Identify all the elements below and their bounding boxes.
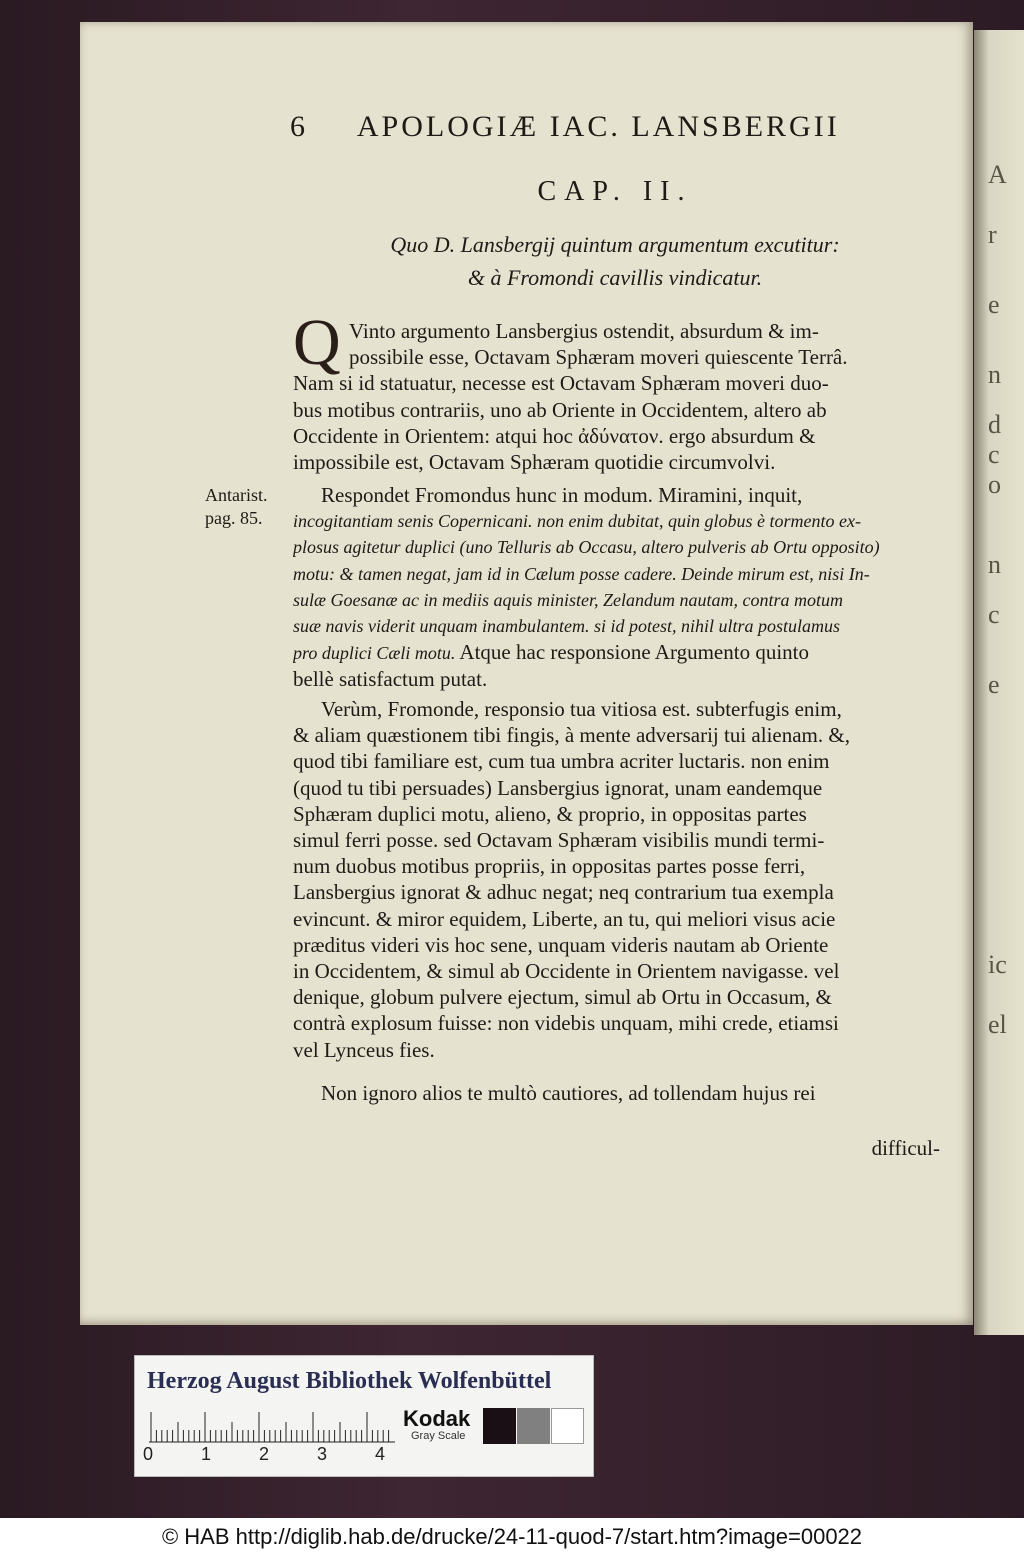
gray-swatch-black [483,1408,516,1444]
subtitle-line: Quo D. Lansbergij quintum argumentum excutitur: [390,232,840,257]
facing-page-glyph: A [988,160,1007,189]
text-line-italic: suæ navis viderit unquam inambulantem. si id potest, nihil ultra postulamus [293,616,841,637]
ruler-numbers [143,1444,403,1468]
gray-swatch-mid [517,1408,550,1444]
facing-page-glyph: r [988,220,997,249]
text-line: denique, globum pulvere ejectum, simul ab Ortu in Occasum, & [293,985,832,1010]
library-label [134,1355,594,1477]
chapter-heading: CAP. II. [537,176,693,207]
text-line: quod tibi familiare est, cum tua umbra acriter luctaris. non enim [293,749,830,774]
text-line: Lansbergius ignorat & adhuc negat; neq contrarium tua exempla [293,880,834,905]
running-title: APOLOGIÆ IAC. LANSBERGII [356,110,840,143]
ruler-number: 3 [317,1444,328,1464]
text-line: num duobus motibus propriis, in oppositas partes posse ferri, [293,854,806,879]
text-line: bus motibus contrariis, uno ab Oriente in Occidentem, altero ab [293,397,827,422]
ruler-number: 2 [259,1444,270,1464]
page-number: 6 [290,110,308,143]
paragraph-3 [293,696,941,1063]
text-line: Vinto argumento Lansbergius ostendit, absurdum & im- [349,319,819,343]
text-line: Occidente in Orientem: atqui hoc ἀδύνατον. ergo absurdum & [293,423,816,448]
facing-page-glyph: c [988,600,1000,629]
text-line: bellè satisfactum putat. [293,667,488,692]
text-line: Sphæram duplici motu, alieno, & proprio, in oppositas partes [293,801,807,826]
text-line: Nam si id statuatur, necesse est Octavam Sphæram moveri duo- [293,371,829,396]
drop-cap: Q [293,306,341,379]
text-line: possibile esse, Octavam Sphæram moveri quiescente Terrâ. [349,345,848,370]
facing-page-glyph: n [988,360,1001,389]
margin-note [205,484,290,530]
catchword: difficul- [871,1136,940,1160]
chapter-subtitle [300,228,930,294]
text-line: evincunt. & miror equidem, Liberte, an tu, qui meliori visus acie [293,906,836,931]
text-line: Respondet Fromondus hunc in modum. Miramini, inquit, [321,483,803,507]
gray-swatch-white [551,1408,584,1444]
ruler-number: 4 [375,1444,386,1464]
margin-note-line: Antarist. [205,485,268,505]
facing-page-glyph: c [988,440,1000,469]
running-head [290,110,870,144]
text-line: contrà explosum fuisse: non videbis unquam, mihi crede, etiamsi [293,1011,839,1036]
text-line: vel Lynceus fies. [293,1037,435,1062]
gray-scale-label: Gray Scale [411,1430,466,1442]
facing-page-glyph: n [988,550,1001,579]
ruler-scale [147,1408,397,1444]
text-line: impossibile est, Octavam Sphæram quotidie circumvolvi. [293,450,776,475]
paragraph-1 [293,318,941,475]
facing-page-glyph: d [988,410,1001,439]
text-line: in Occidentem, & simul ab Occidente in Orientem navigasse. vel [293,959,840,984]
text-line: & aliam quæstionem tibi fingis, à mente adversarij tui alienam. &, [293,723,850,748]
text-line-italic: motu: & tamen negat, jam id in Cælum posse cadere. Deinde mirum est, nisi In- [293,563,870,584]
facing-page-glyph: e [988,670,1000,699]
text-line-italic: plosus agitetur duplici (uno Telluris ab Occasu, altero pulveris ab Ortu opposito) [293,537,880,558]
subtitle-line: & à Fromondi cavillis vindicatur. [467,265,763,290]
text-line: Verùm, Fromonde, responsio tua vitiosa est. subterfugis enim, [321,697,842,721]
ruler-number: 0 [143,1444,154,1464]
facing-page-glyph: o [988,470,1001,499]
facing-page-glyph: ic [988,950,1007,979]
facing-page-glyph: el [988,1010,1007,1039]
text-line: simul ferri posse. sed Octavam Sphæram visibilis mundi termi- [293,828,825,853]
facing-page-glyph: e [988,290,1000,319]
kodak-logo: Kodak [403,1406,471,1431]
margin-note-line: pag. 85. [205,508,263,528]
paragraph-2 [293,482,941,693]
text-line-italic: sulæ Goesanæ ac in mediis aquis minister, Zelandum nautam, contra motum [293,589,844,610]
text-line: Non ignoro alios te multò cautiores, ad tollendam hujus rei [321,1081,816,1105]
roman-span: Atque hac responsione Argumento quinto [455,640,809,665]
copyright-footer: © HAB http://diglib.hab.de/drucke/24-11-quod-7/start.htm?image=00022 [0,1518,1024,1556]
ruler-number: 1 [201,1444,212,1464]
italic-span: pro duplici Cæli motu. [293,643,456,664]
text-line: (quod tu tibi persuades) Lansbergius ignorat, unam eandemque [293,775,823,800]
facing-page-edge [974,30,1024,1335]
text-line [293,639,941,666]
text-line: præditus videri vis hoc sene, unquam videris nautam ab Oriente [293,932,829,957]
text-line-italic: incogitantiam senis Copernicani. non enim dubitat, quin globus è tormento ex- [293,511,861,532]
library-name: Herzog August Bibliothek Wolfenbüttel [147,1368,552,1394]
paragraph-4 [293,1080,941,1106]
